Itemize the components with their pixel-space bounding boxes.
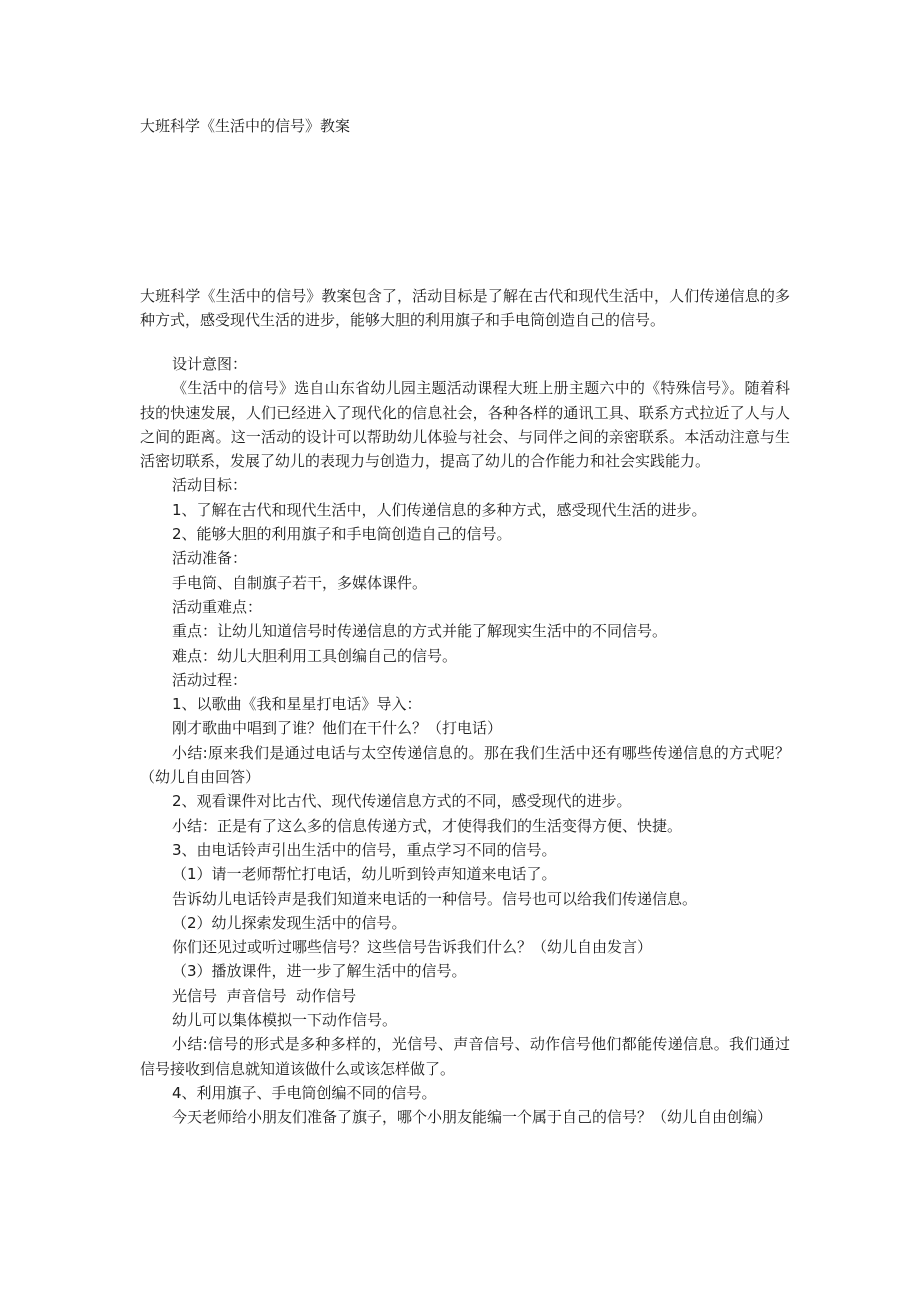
sub-step-3: （3）播放课件，进一步了解生活中的信号。 [172, 962, 467, 981]
difficult-point-text: 难点：幼儿大胆利用工具创编自己的信号。 [172, 646, 458, 665]
intro-paragraph: 大班科学《生活中的信号》教案包含了，活动目标是了解在古代和现代生活中，人们传递信息的多种方式，感受现代生活的进步，能够大胆的利用旗子和手电筒创造自己的信号。 [140, 287, 790, 329]
process-text: 今天老师给小朋友们准备了旗子，哪个小朋友能编一个属于自己的信号？（幼儿自由创编） [172, 1108, 773, 1127]
goal-item-2: 2、能够大胆的利用旗子和手电筒创造自己的信号。 [172, 525, 512, 544]
process-step-4: 4、利用旗子、手电筒创编不同的信号。 [172, 1083, 437, 1102]
document-title: 大班科学《生活中的信号》教案 [140, 117, 351, 135]
process-step-1: 1、以歌曲《我和星星打电话》导入： [172, 695, 422, 714]
process-text: 告诉幼儿电话铃声是我们知道来电话的一种信号。信号也可以给我们传递信息。 [172, 889, 698, 908]
preparation-text: 手电筒、自制旗子若干，多媒体课件。 [172, 573, 428, 592]
section-heading-preparation: 活动准备： [172, 549, 248, 568]
section-heading-process: 活动过程： [172, 670, 248, 689]
goal-item-1: 1、了解在古代和现代生活中，人们传递信息的多种方式，感受现代生活的进步。 [172, 500, 707, 519]
process-step-3: 3、由电话铃声引出生活中的信号，重点学习不同的信号。 [172, 840, 557, 859]
summary-paragraph: 小结:信号的形式是多种多样的，光信号、声音信号、动作信号他们都能传递信息。我们通过信号接收到信息就知道该做什么或该怎样做了。 [140, 1035, 790, 1078]
section-heading-goals: 活动目标： [172, 476, 248, 495]
process-text: 刚才歌曲中唱到了谁？他们在干什么？（打电话） [172, 719, 503, 738]
sub-step-2: （2）幼儿探索发现生活中的信号。 [172, 913, 407, 932]
summary-paragraph: 小结:原来我们是通过电话与太空传递信息的。那在我们生活中还有哪些传递信息的方式呢？（幼儿自由回答） [140, 743, 790, 787]
signal-types-text: 光信号 声音信号 动作信号 [172, 986, 357, 1005]
summary-paragraph: 小结：正是有了这么多的信息传递方式，才使得我们的生活变得方便、快捷。 [172, 816, 683, 835]
process-step-2: 2、观看课件对比古代、现代传递信息方式的不同，感受现代的进步。 [172, 792, 632, 811]
key-point-text: 重点：让幼儿知道信号时传递信息的方式并能了解现实生活中的不同信号。 [172, 622, 668, 641]
section-heading-design-intent: 设计意图： [172, 355, 248, 373]
section-heading-key-points: 活动重难点： [172, 597, 263, 616]
process-text: 你们还见过或听过哪些信号？这些信号告诉我们什么？（幼儿自由发言） [172, 938, 653, 957]
design-intent-paragraph: 《生活中的信号》选自山东省幼儿园主题活动课程大班上册主题六中的《特殊信号》。随着科技的快速发展，人们已经进入了现代化的信息社会，各种各样的通讯工具、联系方式拉近了人与人之间的距离。这一活动的设计可以帮助幼儿体验与社会、与同伴之间的亲密联系。本活动注意与生活密切联系，发展了幼儿的表现力与创造力，提高了幼儿的合作能力和社会实践能力。 [140, 379, 790, 471]
sub-step-1: （1）请一老师帮忙打电话，幼儿听到铃声知道来电话了。 [172, 865, 557, 884]
document-body [140, 352, 790, 1130]
process-text: 幼儿可以集体模拟一下动作信号。 [172, 1011, 398, 1030]
